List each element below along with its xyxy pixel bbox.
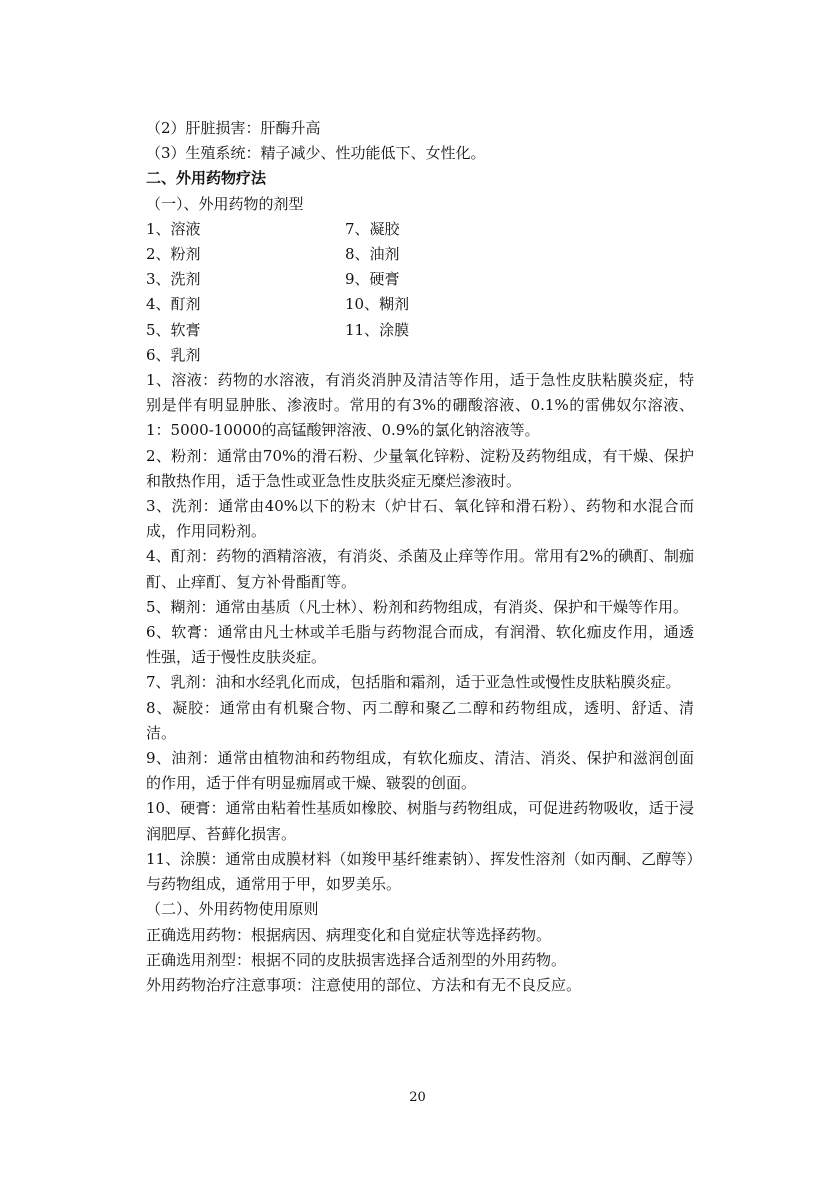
subsection-title-dosage-forms: （一）、外用药物的剂型 — [146, 194, 304, 213]
reproductive-system-line: （3）生殖系统：精子减少、性功能低下、女性化。 — [146, 144, 486, 163]
page-number: 20 — [409, 1090, 426, 1105]
description-solution: 1、溶液：药物的水溶液，有消炎消肿及清洁等作用，适于急性皮肤粘膜炎症，特别是伴有明显肿胀、渗液时。常用的有3%的硼酸溶液、0.1%的雷佛奴尔溶液、1：5000-10000的高锰酸钾溶液、0.9%的氯化钠溶液等。 — [146, 371, 694, 440]
liver-damage-line: （2）肝脏损害：肝酶升高 — [146, 119, 321, 137]
principle-precautions: 外用药物治疗注意事项：注意使用的部位、方法和有无不良反应。 — [146, 975, 582, 994]
description-lotion: 3、洗剂：通常由40%以下的粉末（炉甘石、氧化锌和滑石粉）、药物和水混合而成，作用同粉剂。 — [146, 497, 694, 541]
description-powder: 2、粉剂：通常由70%的滑石粉、少量氧化锌粉、淀粉及药物组成，有干燥、保护和散热作用，适于急性或亚急性皮肤炎症无糜烂渗液时。 — [146, 446, 694, 490]
description-paste: 5、糊剂：通常由基质（凡士林）、粉剂和药物组成，有消炎、保护和干燥等作用。 — [146, 597, 689, 616]
dosage-form-item — [345, 343, 694, 368]
dosage-form-row — [146, 217, 694, 242]
dosage-form-row — [146, 343, 694, 368]
description-gel: 8、凝胶：通常由有机聚合物、丙二醇和聚乙二醇和药物组成，透明、舒适、清洁。 — [146, 698, 694, 742]
dosage-form-item: 5、软膏 — [146, 320, 201, 339]
dosage-form-row — [146, 267, 694, 292]
dosage-form-row — [146, 318, 694, 343]
dosage-form-item: 9、硬膏 — [345, 270, 400, 289]
description-ointment: 6、软膏：通常由凡士林或羊毛脂与药物混合而成，有润滑、软化痂皮作用，通透性强，适于慢性皮肤炎症。 — [146, 623, 694, 667]
dosage-form-row — [146, 292, 694, 317]
dosage-form-item: 1、溶液 — [146, 219, 201, 238]
description-emulsion: 7、乳剂：油和水经乳化而成，包括脂和霜剂，适于亚急性或慢性皮肤粘膜炎症。 — [146, 673, 681, 692]
subsection-title-principles: （二）、外用药物使用原则 — [146, 900, 319, 919]
principle-drug-choice: 正确选用药物：根据病因、病理变化和自觉症状等选择药物。 — [146, 925, 552, 944]
dosage-form-item: 10、糊剂 — [345, 295, 410, 314]
section-title: 二、外用药物疗法 — [146, 169, 267, 188]
principle-form-choice: 正确选用剂型：根据不同的皮肤损害选择合适剂型的外用药物。 — [146, 950, 567, 969]
dosage-form-row — [146, 242, 694, 267]
dosage-form-item: 6、乳剂 — [146, 345, 201, 364]
dosage-form-item: 7、凝胶 — [345, 219, 400, 238]
dosage-form-item: 4、酊剂 — [146, 295, 201, 314]
description-oil: 9、油剂：通常由植物油和药物组成，有软化痂皮、清洁、消炎、保护和滋润创面的作用，适于伴有明显痂屑或干燥、皲裂的创面。 — [146, 749, 694, 793]
description-plaster: 10、硬膏：通常由粘着性基质如橡胶、树脂与药物组成，可促进药物吸收，适于浸润肥厚、苔藓化损害。 — [146, 799, 694, 843]
description-film: 11、涂膜：通常由成膜材料（如羧甲基纤维素钠）、挥发性溶剂（如丙酮、乙醇等）与药物组成，通常用于甲，如罗美乐。 — [146, 849, 694, 894]
dosage-form-item: 11、涂膜 — [345, 320, 410, 339]
dosage-form-item: 8、油剂 — [345, 245, 400, 264]
description-tincture: 4、酊剂：药物的酒精溶液，有消炎、杀菌及止痒等作用。常用有2%的碘酊、制痂酊、止痒酊、复方补骨酯酊等。 — [146, 547, 694, 591]
dosage-form-item: 3、洗剂 — [146, 270, 201, 289]
document-body — [146, 116, 694, 998]
dosage-form-item: 2、粉剂 — [146, 245, 201, 264]
dosage-form-list — [146, 217, 694, 368]
